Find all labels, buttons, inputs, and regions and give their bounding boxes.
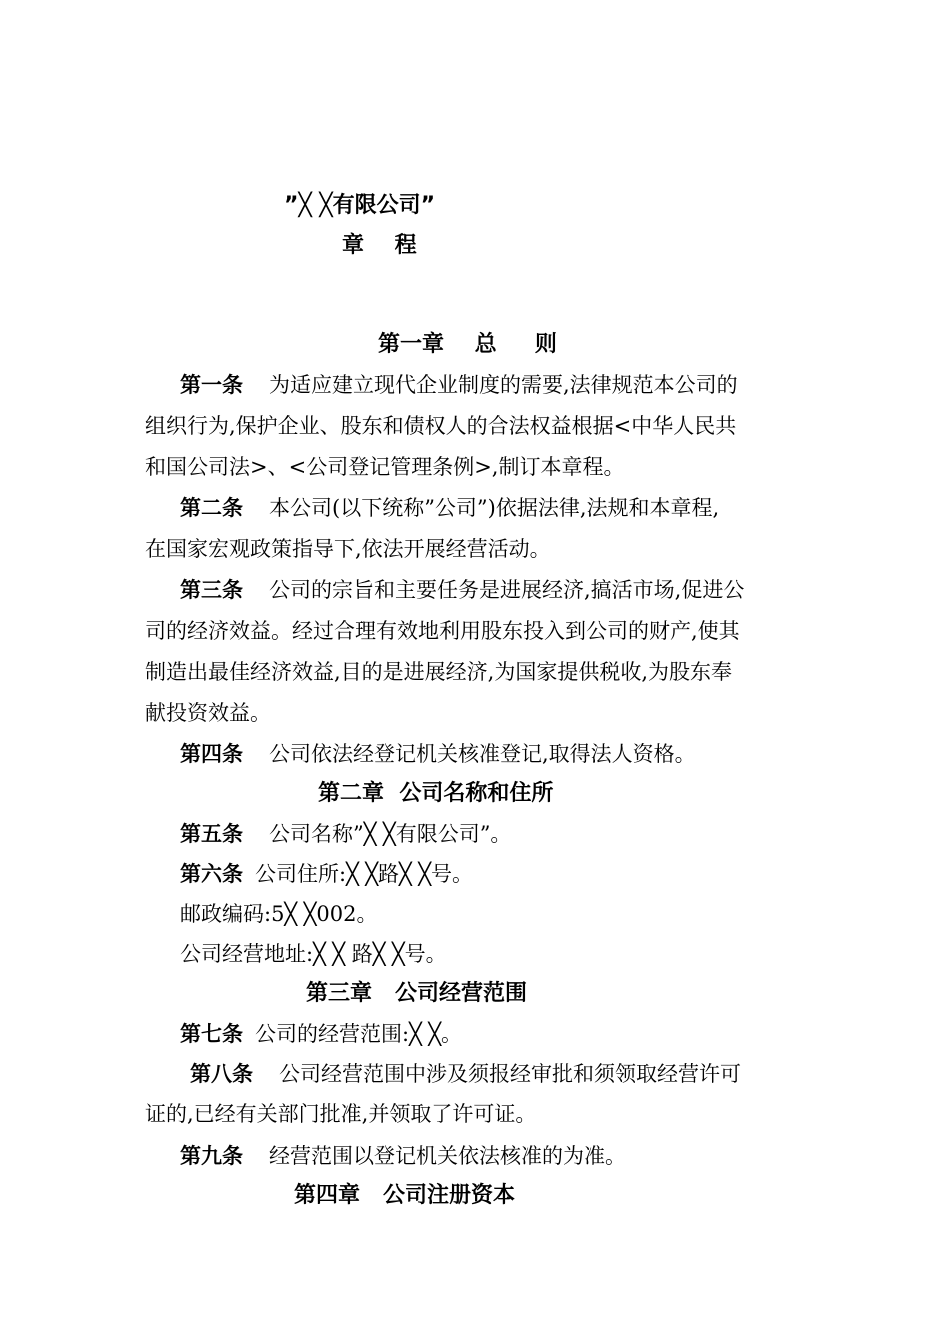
article-5-line-1 (180, 814, 511, 854)
article-4-text-1: 公司依法经登记机关核准登记,取得法人资格。 (269, 742, 696, 766)
article-1-label: 第一条 (180, 373, 243, 397)
article-8-line-2: 证的,已经有关部门批准,并领取了许可证。 (145, 1102, 537, 1126)
article-4-line-1 (180, 734, 696, 774)
article-5-text-1: 公司名称”╳ ╳有限公司”。 (269, 822, 512, 846)
article-2-text-1: 本公司(以下统称”公司”)依据法律,法规和本章程, (269, 496, 720, 520)
article-2-line-1 (180, 488, 719, 528)
chapter-3-heading: 第三章 公司经营范围 (306, 981, 527, 1006)
article-1-line-1 (180, 365, 738, 405)
article-1-line-2: 组织行为,保护企业、股东和债权人的合法权益根据<中华人民共 (145, 414, 737, 438)
article-9-text-1: 经营范围以登记机关依法核准的为准。 (269, 1144, 626, 1168)
article-2-label: 第二条 (180, 496, 243, 520)
article-9-line-1 (180, 1136, 626, 1176)
article-7-text-1: 公司的经营范围:╳ ╳。 (255, 1022, 463, 1046)
article-2-line-2: 在国家宏观政策指导下,依法开展经营活动。 (145, 537, 551, 561)
article-8-line-1 (190, 1054, 741, 1094)
article-7-line-1 (180, 1014, 462, 1054)
article-8-label: 第八条 (190, 1062, 253, 1086)
article-1-line-3: 和国公司法>、<公司登记管理条例>,制订本章程。 (145, 455, 625, 479)
article-5-label: 第五条 (180, 822, 243, 846)
article-3-line-1 (180, 570, 744, 610)
article-3-label: 第三条 (180, 578, 243, 602)
document-title: 章 程 (342, 233, 417, 258)
article-4-label: 第四条 (180, 742, 243, 766)
company-title: ”╳ ╳有限公司” (284, 193, 436, 218)
chapter-1-heading: 第一章 总 则 (378, 332, 557, 357)
chapter-4-heading: 第四章 公司注册资本 (294, 1183, 515, 1208)
article-6-line-1 (180, 854, 473, 894)
article-9-label: 第九条 (180, 1144, 243, 1168)
business-address-line: 公司经营地址:╳ ╳ 路╳ ╳号。 (180, 942, 447, 966)
article-1-text-1: 为适应建立现代企业制度的需要,法律规范本公司的 (269, 373, 738, 397)
article-3-line-4: 献投资效益。 (145, 701, 271, 725)
article-3-text-1: 公司的宗旨和主要任务是进展经济,搞活市场,促进公 (269, 578, 745, 602)
chapter-2-heading: 第二章 公司名称和住所 (318, 781, 554, 806)
article-6-label: 第六条 (180, 862, 243, 886)
article-3-line-2: 司的经济效益。经过合理有效地利用股东投入到公司的财产,使其 (145, 619, 740, 643)
article-7-label: 第七条 (180, 1022, 243, 1046)
article-3-line-3: 制造出最佳经济效益,目的是进展经济,为国家提供税收,为股东奉 (145, 660, 733, 684)
article-8-text-1: 公司经营范围中涉及须报经审批和须领取经营许可 (279, 1062, 741, 1086)
postal-code-line: 邮政编码:5╳ ╳002。 (180, 902, 378, 926)
article-6-text-1: 公司住所:╳ ╳路╳ ╳号。 (255, 862, 473, 886)
